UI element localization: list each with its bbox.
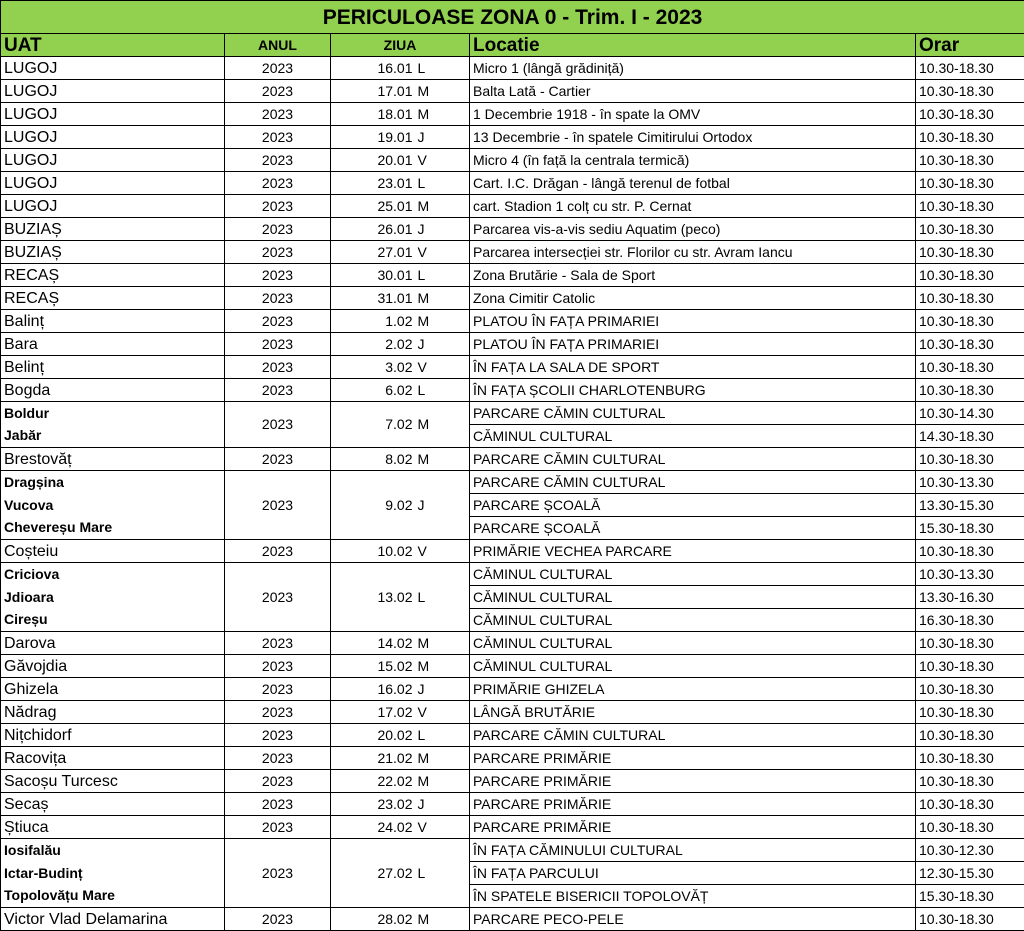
- location-cell: ÎN FAȚA ȘCOLII CHARLOTENBURG: [470, 379, 916, 402]
- day-cell: 20.01: [331, 149, 416, 172]
- uat-cell: Victor Vlad Delamarina: [1, 908, 225, 931]
- weekday-cell: V: [416, 701, 470, 724]
- uat-cell: Iosifalău: [1, 839, 225, 862]
- weekday-cell: J: [416, 333, 470, 356]
- schedule-hours-cell: 10.30-18.30: [916, 770, 1024, 793]
- schedule-hours-cell: 10.30-18.30: [916, 103, 1024, 126]
- table-row: [1, 816, 1024, 839]
- schedule-hours-cell: 10.30-18.30: [916, 747, 1024, 770]
- location-cell: ÎN FAȚA LA SALA DE SPORT: [470, 356, 916, 379]
- day-cell: 17.01: [331, 80, 416, 103]
- weekday-cell: L: [416, 379, 470, 402]
- table-row: [1, 793, 1024, 816]
- table-row: [1, 264, 1024, 287]
- schedule-hours-cell: 10.30-18.30: [916, 701, 1024, 724]
- location-cell: 1 Decembrie 1918 - în spate la OMV: [470, 103, 916, 126]
- weekday-cell: V: [416, 540, 470, 563]
- location-cell: Parcarea vis-a-vis sediu Aquatim (peco): [470, 218, 916, 241]
- location-cell: 13 Decembrie - în spatele Cimitirului Ortodox: [470, 126, 916, 149]
- table-row: [1, 80, 1024, 103]
- day-cell: 7.02: [331, 402, 416, 448]
- schedule-hours-cell: 14.30-18.30: [916, 425, 1024, 448]
- table-row: [1, 195, 1024, 218]
- year-cell: 2023: [225, 540, 331, 563]
- location-cell: PARCARE PRIMĂRIE: [470, 747, 916, 770]
- location-cell: ÎN SPATELE BISERICII TOPOLOVĂȚ: [470, 885, 916, 908]
- schedule-hours-cell: 13.30-16.30: [916, 586, 1024, 609]
- location-cell: PARCARE ȘCOALĂ: [470, 517, 916, 540]
- header-orar: Orar: [916, 34, 1024, 57]
- day-cell: 2.02: [331, 333, 416, 356]
- table-row: [1, 425, 1024, 448]
- year-cell: 2023: [225, 333, 331, 356]
- year-cell: 2023: [225, 149, 331, 172]
- schedule-hours-cell: 10.30-18.30: [916, 448, 1024, 471]
- table-row: [1, 310, 1024, 333]
- schedule-hours-cell: 10.30-18.30: [916, 816, 1024, 839]
- weekday-cell: L: [416, 172, 470, 195]
- sheet-title: PERICULOASE ZONA 0 - Trim. I - 2023: [1, 1, 1024, 34]
- schedule-hours-cell: 16.30-18.30: [916, 609, 1024, 632]
- uat-cell: Găvojdia: [1, 655, 225, 678]
- schedule-hours-cell: 10.30-18.30: [916, 632, 1024, 655]
- day-cell: 31.01: [331, 287, 416, 310]
- schedule-hours-cell: 15.30-18.30: [916, 885, 1024, 908]
- year-cell: 2023: [225, 471, 331, 540]
- schedule-hours-cell: 10.30-18.30: [916, 655, 1024, 678]
- uat-cell: Brestovăț: [1, 448, 225, 471]
- year-cell: 2023: [225, 264, 331, 287]
- day-cell: 30.01: [331, 264, 416, 287]
- header-ziua: ZIUA: [331, 34, 470, 57]
- location-cell: PARCARE PRIMĂRIE: [470, 793, 916, 816]
- year-cell: 2023: [225, 448, 331, 471]
- uat-cell: Nițchidorf: [1, 724, 225, 747]
- location-cell: PARCARE PRIMĂRIE: [470, 816, 916, 839]
- uat-cell: LUGOJ: [1, 195, 225, 218]
- schedule-hours-cell: 10.30-18.30: [916, 678, 1024, 701]
- table-row: [1, 241, 1024, 264]
- header-anul: ANUL: [225, 34, 331, 57]
- location-cell: PARCARE CĂMIN CULTURAL: [470, 471, 916, 494]
- schedule-hours-cell: 10.30-12.30: [916, 839, 1024, 862]
- day-cell: 22.02: [331, 770, 416, 793]
- schedule-hours-cell: 10.30-18.30: [916, 218, 1024, 241]
- day-cell: 25.01: [331, 195, 416, 218]
- uat-cell: RECAȘ: [1, 287, 225, 310]
- year-cell: 2023: [225, 287, 331, 310]
- schedule-body: [1, 57, 1024, 931]
- location-cell: cart. Stadion 1 colț cu str. P. Cernat: [470, 195, 916, 218]
- day-cell: 16.02: [331, 678, 416, 701]
- uat-cell: Vucova: [1, 494, 225, 517]
- uat-cell: Ictar-Budinț: [1, 862, 225, 885]
- schedule-hours-cell: 10.30-18.30: [916, 333, 1024, 356]
- day-cell: 1.02: [331, 310, 416, 333]
- location-cell: Micro 4 (în față la centrala termică): [470, 149, 916, 172]
- day-cell: 19.01: [331, 126, 416, 149]
- day-cell: 17.02: [331, 701, 416, 724]
- year-cell: 2023: [225, 402, 331, 448]
- schedule-hours-cell: 10.30-18.30: [916, 149, 1024, 172]
- weekday-cell: M: [416, 287, 470, 310]
- weekday-cell: M: [416, 770, 470, 793]
- weekday-cell: L: [416, 724, 470, 747]
- year-cell: 2023: [225, 701, 331, 724]
- table-row: [1, 678, 1024, 701]
- uat-cell: BUZIAȘ: [1, 241, 225, 264]
- schedule-hours-cell: 10.30-18.30: [916, 540, 1024, 563]
- location-cell: CĂMINUL CULTURAL: [470, 655, 916, 678]
- schedule-hours-cell: 10.30-18.30: [916, 379, 1024, 402]
- table-row: [1, 402, 1024, 425]
- year-cell: 2023: [225, 678, 331, 701]
- location-cell: PARCARE PRIMĂRIE: [470, 770, 916, 793]
- weekday-cell: M: [416, 655, 470, 678]
- uat-cell: RECAȘ: [1, 264, 225, 287]
- schedule-hours-cell: 10.30-18.30: [916, 287, 1024, 310]
- table-row: [1, 632, 1024, 655]
- schedule-hours-cell: 10.30-13.30: [916, 471, 1024, 494]
- location-cell: ÎN FAȚA CĂMINULUI CULTURAL: [470, 839, 916, 862]
- weekday-cell: J: [416, 126, 470, 149]
- weekday-cell: V: [416, 241, 470, 264]
- day-cell: 20.02: [331, 724, 416, 747]
- weekday-cell: L: [416, 57, 470, 80]
- day-cell: 3.02: [331, 356, 416, 379]
- table-row: [1, 770, 1024, 793]
- year-cell: 2023: [225, 816, 331, 839]
- uat-cell: Belinț: [1, 356, 225, 379]
- table-row: [1, 724, 1024, 747]
- day-cell: 28.02: [331, 908, 416, 931]
- year-cell: 2023: [225, 724, 331, 747]
- day-cell: 16.01: [331, 57, 416, 80]
- weekday-cell: M: [416, 908, 470, 931]
- weekday-cell: M: [416, 310, 470, 333]
- location-cell: ÎN FAȚA PARCULUI: [470, 862, 916, 885]
- uat-cell: Balinț: [1, 310, 225, 333]
- uat-cell: LUGOJ: [1, 126, 225, 149]
- schedule-hours-cell: 12.30-15.30: [916, 862, 1024, 885]
- weekday-cell: V: [416, 149, 470, 172]
- weekday-cell: V: [416, 816, 470, 839]
- weekday-cell: L: [416, 264, 470, 287]
- weekday-cell: M: [416, 402, 470, 448]
- year-cell: 2023: [225, 172, 331, 195]
- day-cell: 6.02: [331, 379, 416, 402]
- table-row: [1, 540, 1024, 563]
- year-cell: 2023: [225, 655, 331, 678]
- table-row: [1, 885, 1024, 908]
- location-cell: PARCARE CĂMIN CULTURAL: [470, 402, 916, 425]
- weekday-cell: J: [416, 218, 470, 241]
- schedule-hours-cell: 10.30-18.30: [916, 724, 1024, 747]
- table-row: [1, 609, 1024, 632]
- year-cell: 2023: [225, 57, 331, 80]
- weekday-cell: J: [416, 471, 470, 540]
- table-row: [1, 287, 1024, 310]
- day-cell: 13.02: [331, 563, 416, 632]
- schedule-hours-cell: 10.30-18.30: [916, 80, 1024, 103]
- header-locatie: Locatie: [470, 34, 916, 57]
- weekday-cell: J: [416, 793, 470, 816]
- schedule-hours-cell: 10.30-18.30: [916, 126, 1024, 149]
- year-cell: 2023: [225, 632, 331, 655]
- year-cell: 2023: [225, 747, 331, 770]
- location-cell: PLATOU ÎN FAȚA PRIMARIEI: [470, 333, 916, 356]
- uat-cell: Jdioara: [1, 586, 225, 609]
- year-cell: 2023: [225, 839, 331, 908]
- schedule-hours-cell: 10.30-13.30: [916, 563, 1024, 586]
- table-row: [1, 149, 1024, 172]
- uat-cell: Coșteiu: [1, 540, 225, 563]
- day-cell: 8.02: [331, 448, 416, 471]
- table-row: [1, 103, 1024, 126]
- day-cell: 27.02: [331, 839, 416, 908]
- uat-cell: Știuca: [1, 816, 225, 839]
- table-row: [1, 839, 1024, 862]
- location-cell: Zona Cimitir Catolic: [470, 287, 916, 310]
- table-row: [1, 448, 1024, 471]
- table-row: [1, 563, 1024, 586]
- table-row: [1, 218, 1024, 241]
- uat-cell: Sacoșu Turcesc: [1, 770, 225, 793]
- location-cell: PARCARE CĂMIN CULTURAL: [470, 724, 916, 747]
- uat-cell: LUGOJ: [1, 103, 225, 126]
- table-row: [1, 747, 1024, 770]
- schedule-hours-cell: 10.30-18.30: [916, 793, 1024, 816]
- day-cell: 27.01: [331, 241, 416, 264]
- table-row: [1, 333, 1024, 356]
- weekday-cell: M: [416, 80, 470, 103]
- day-cell: 15.02: [331, 655, 416, 678]
- uat-cell: Boldur: [1, 402, 225, 425]
- uat-cell: LUGOJ: [1, 149, 225, 172]
- schedule-hours-cell: 10.30-18.30: [916, 264, 1024, 287]
- uat-cell: Bara: [1, 333, 225, 356]
- day-cell: 21.02: [331, 747, 416, 770]
- uat-cell: Jabăr: [1, 425, 225, 448]
- schedule-hours-cell: 13.30-15.30: [916, 494, 1024, 517]
- table-row: [1, 494, 1024, 517]
- table-row: [1, 586, 1024, 609]
- day-cell: 23.02: [331, 793, 416, 816]
- uat-cell: Dragșina: [1, 471, 225, 494]
- table-row: [1, 517, 1024, 540]
- uat-cell: Ghizela: [1, 678, 225, 701]
- schedule-hours-cell: 10.30-18.30: [916, 356, 1024, 379]
- location-cell: CĂMINUL CULTURAL: [470, 563, 916, 586]
- table-row: [1, 655, 1024, 678]
- location-cell: PLATOU ÎN FAȚA PRIMARIEI: [470, 310, 916, 333]
- location-cell: CĂMINUL CULTURAL: [470, 632, 916, 655]
- weekday-cell: J: [416, 678, 470, 701]
- year-cell: 2023: [225, 103, 331, 126]
- location-cell: PRIMĂRIE VECHEA PARCARE: [470, 540, 916, 563]
- year-cell: 2023: [225, 793, 331, 816]
- day-cell: 24.02: [331, 816, 416, 839]
- location-cell: Balta Lată - Cartier: [470, 80, 916, 103]
- weekday-cell: M: [416, 195, 470, 218]
- location-cell: LÂNGĂ BRUTĂRIE: [470, 701, 916, 724]
- location-cell: Cart. I.C. Drăgan - lângă terenul de fotbal: [470, 172, 916, 195]
- location-cell: CĂMINUL CULTURAL: [470, 586, 916, 609]
- schedule-hours-cell: 10.30-14.30: [916, 402, 1024, 425]
- location-cell: Micro 1 (lângă grădiniță): [470, 57, 916, 80]
- uat-cell: LUGOJ: [1, 57, 225, 80]
- location-cell: CĂMINUL CULTURAL: [470, 425, 916, 448]
- uat-cell: Racovița: [1, 747, 225, 770]
- day-cell: 26.01: [331, 218, 416, 241]
- weekday-cell: M: [416, 632, 470, 655]
- schedule-hours-cell: 10.30-18.30: [916, 908, 1024, 931]
- table-row: [1, 126, 1024, 149]
- weekday-cell: L: [416, 839, 470, 908]
- year-cell: 2023: [225, 195, 331, 218]
- weekday-cell: M: [416, 103, 470, 126]
- year-cell: 2023: [225, 218, 331, 241]
- year-cell: 2023: [225, 908, 331, 931]
- day-cell: 10.02: [331, 540, 416, 563]
- table-row: [1, 908, 1024, 931]
- location-cell: PARCARE CĂMIN CULTURAL: [470, 448, 916, 471]
- year-cell: 2023: [225, 80, 331, 103]
- table-row: [1, 862, 1024, 885]
- uat-cell: Bogda: [1, 379, 225, 402]
- schedule-hours-cell: 10.30-18.30: [916, 310, 1024, 333]
- day-cell: 18.01: [331, 103, 416, 126]
- table-row: [1, 57, 1024, 80]
- weekday-cell: V: [416, 356, 470, 379]
- day-cell: 14.02: [331, 632, 416, 655]
- uat-cell: BUZIAȘ: [1, 218, 225, 241]
- location-cell: PRIMĂRIE GHIZELA: [470, 678, 916, 701]
- location-cell: Parcarea intersecției str. Florilor cu str. Avram Iancu: [470, 241, 916, 264]
- weekday-cell: L: [416, 563, 470, 632]
- table-row: [1, 379, 1024, 402]
- day-cell: 23.01: [331, 172, 416, 195]
- schedule-hours-cell: 10.30-18.30: [916, 57, 1024, 80]
- day-cell: 9.02: [331, 471, 416, 540]
- uat-cell: Nădrag: [1, 701, 225, 724]
- uat-cell: Cireșu: [1, 609, 225, 632]
- table-row: [1, 701, 1024, 724]
- weekday-cell: M: [416, 448, 470, 471]
- schedule-hours-cell: 15.30-18.30: [916, 517, 1024, 540]
- schedule-hours-cell: 10.30-18.30: [916, 195, 1024, 218]
- location-cell: PARCARE ȘCOALĂ: [470, 494, 916, 517]
- table-row: [1, 172, 1024, 195]
- weekday-cell: M: [416, 747, 470, 770]
- uat-cell: Darova: [1, 632, 225, 655]
- location-cell: CĂMINUL CULTURAL: [470, 609, 916, 632]
- header-uat: UAT: [1, 34, 225, 57]
- schedule-hours-cell: 10.30-18.30: [916, 172, 1024, 195]
- location-cell: Zona Brutărie - Sala de Sport: [470, 264, 916, 287]
- table-row: [1, 356, 1024, 379]
- year-cell: 2023: [225, 310, 331, 333]
- uat-cell: LUGOJ: [1, 172, 225, 195]
- uat-cell: Secaș: [1, 793, 225, 816]
- uat-cell: Topolovățu Mare: [1, 885, 225, 908]
- location-cell: PARCARE PECO-PELE: [470, 908, 916, 931]
- table-row: [1, 471, 1024, 494]
- year-cell: 2023: [225, 241, 331, 264]
- year-cell: 2023: [225, 563, 331, 632]
- schedule-hours-cell: 10.30-18.30: [916, 241, 1024, 264]
- year-cell: 2023: [225, 770, 331, 793]
- year-cell: 2023: [225, 356, 331, 379]
- uat-cell: Criciova: [1, 563, 225, 586]
- uat-cell: LUGOJ: [1, 80, 225, 103]
- year-cell: 2023: [225, 126, 331, 149]
- year-cell: 2023: [225, 379, 331, 402]
- uat-cell: Chevereșu Mare: [1, 517, 225, 540]
